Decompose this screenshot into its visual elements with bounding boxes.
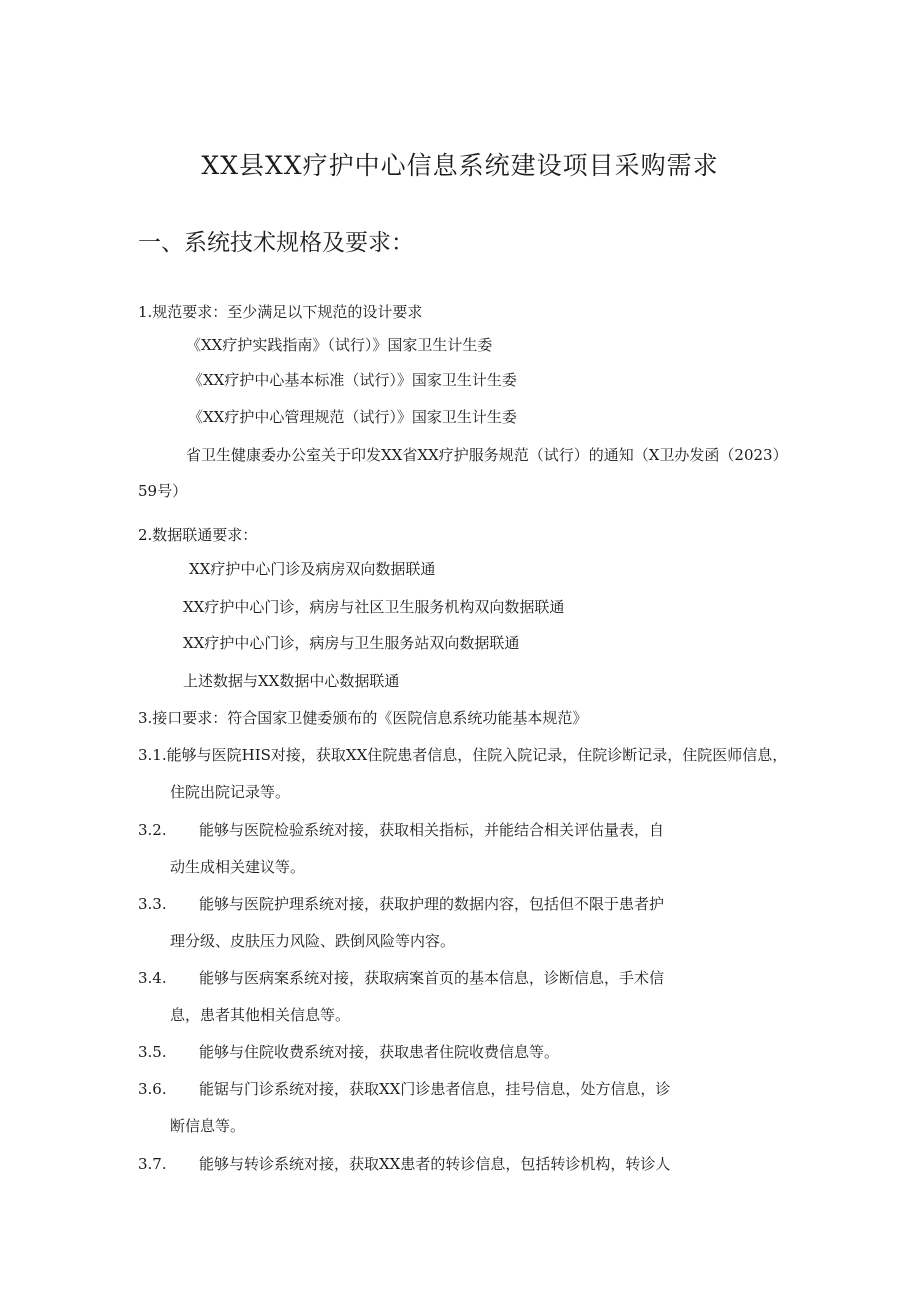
data-link-line: 上述数据与XX数据中心数据联通 [183,672,400,690]
clause-continuation: 理分级、皮肤压力风险、跌倒风险等内容。 [170,932,456,950]
section-heading: 一、系统技术规格及要求： [138,230,414,256]
clause-number: 3.2. [138,821,167,839]
clause-text: 能锯与门诊系统对接，获取XX门诊患者信息，挂号信息，处方信息，诊 [199,1080,671,1098]
clause-text: 能够与医病案系统对接，获取病案首页的基本信息，诊断信息，手术信 [199,969,665,987]
clause-number: 3.1. [138,746,167,764]
reference-line: 《XX疗护实践指南》（试行）》国家卫生计生委 [186,336,493,354]
clause-number: 3.3. [138,895,167,913]
notice-line: 59号） [138,482,188,500]
clause-continuation: 息，患者其他相关信息等。 [170,1006,351,1024]
clause-text: 能够与住院收费系统对接，获取患者住院收费信息等。 [199,1043,560,1061]
notice-line: 省卫生健康委办公室关于印发XX省XX疗护服务规范（试行）的通知（X卫办发函（2023） [186,446,788,464]
clause-number: 3.4. [138,969,167,987]
clause-text: 能够与医院检验系统对接，获取相关指标，并能结合相关评估量表，自 [199,821,665,839]
clause-number: 3.6. [138,1080,167,1098]
item2-label: 2.数据联通要求： [138,526,258,544]
data-link-line: XX疗护中心门诊，病房与卫生服务站双向数据联通 [183,634,520,652]
clause-text: 能够与转诊系统对接，获取XX患者的转诊信息，包括转诊机构，转诊人 [199,1155,671,1173]
item1-label: 1.规范要求：至少满足以下规范的设计要求 [138,303,423,321]
clause-continuation: 住院出院记录等。 [170,783,291,801]
document-title: XX县XX疗护中心信息系统建设项目采购需求 [201,151,719,180]
reference-line: 《XX疗护中心基本标准（试行）》国家卫生计生委 [188,371,517,389]
data-link-line: XX疗护中心门诊及病房双向数据联通 [189,560,436,578]
item3-label: 3.接口要求：符合国家卫健委颁布的《医院信息系统功能基本规范》 [138,709,588,727]
clause-text: 能够与医院护理系统对接，获取护理的数据内容，包括但不限于患者护 [199,895,665,913]
clause-continuation: 动生成相关建议等。 [170,858,306,876]
clause-number: 3.5. [138,1043,167,1061]
clause-line [138,744,787,766]
clause-continuation: 断信息等。 [170,1117,246,1135]
clause-text: 能够与医院HIS对接，获取XX住院患者信息，住院入院记录，住院诊断记录，住院医师信息， [166,746,788,764]
clause-number: 3.7. [138,1155,167,1173]
reference-line: 《XX疗护中心管理规范（试行）》国家卫生计生委 [188,408,517,426]
data-link-line: XX疗护中心门诊，病房与社区卫生服务机构双向数据联通 [183,598,565,616]
